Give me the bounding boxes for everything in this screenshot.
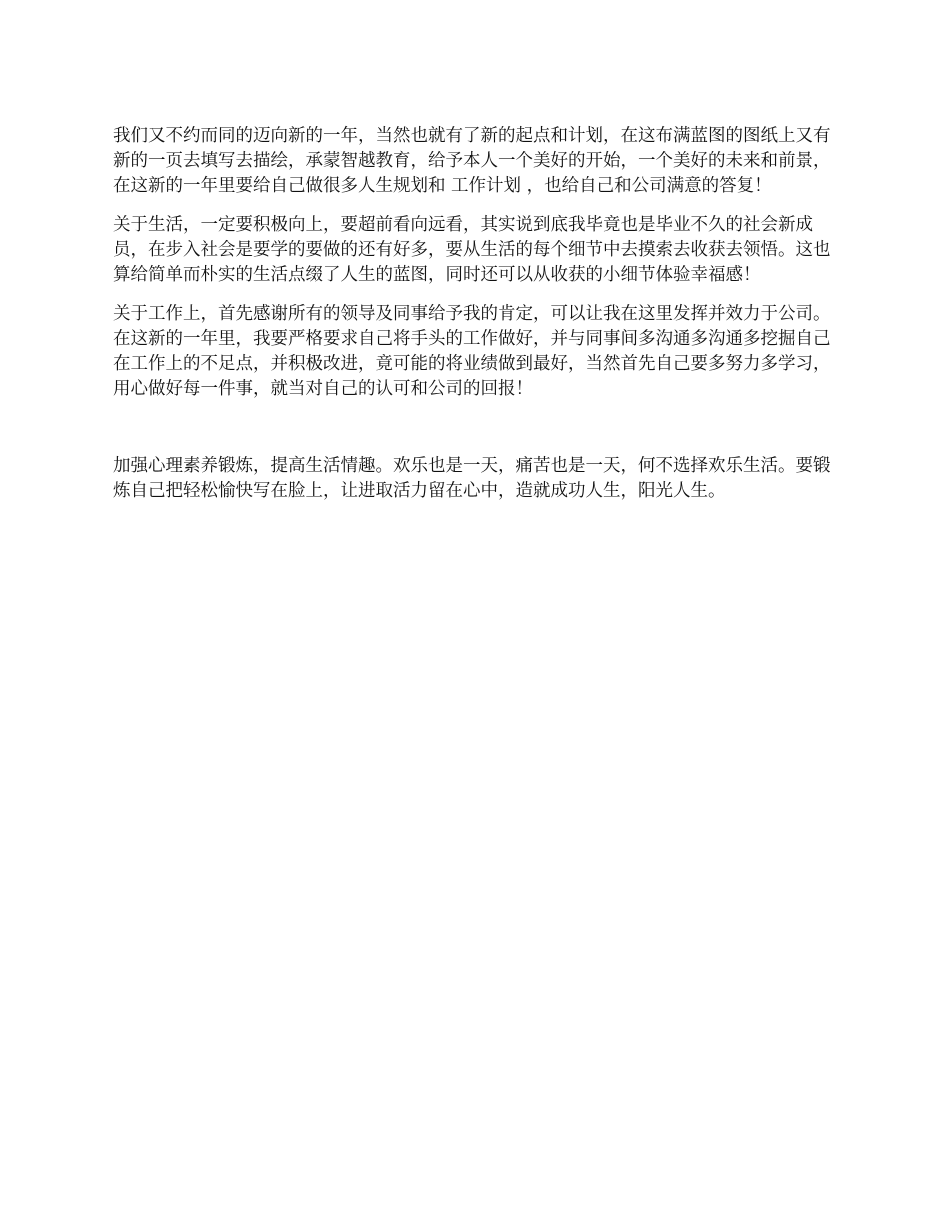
paragraph-new-year: 我们又不约而同的迈向新的一年，当然也就有了新的起点和计划，在这布满蓝图的图纸上又有新的一页去填写去描绘，承蒙智越教育，给予本人一个美好的开始，一个美好的未来和前景，在这新的一年里要给自己做很多人生规划和 工作计划 ，也给自己和公司满意的答复！: [113, 126, 831, 196]
document-body: [113, 124, 843, 504]
paragraph-mindset: 加强心理素养锻炼，提高生活情趣。欢乐也是一天，痛苦也是一天，何不选择欢乐生活。要锻炼自己把轻松愉快写在脸上，让进取活力留在心中，造就成功人生，阳光人生。: [113, 456, 831, 501]
paragraph-gap: [113, 402, 843, 454]
paragraph-life: 关于生活，一定要积极向上，要超前看向远看，其实说到底我毕竟也是毕业不久的社会新成员，在步入社会是要学的要做的还有好多，要从生活的每个细节中去摸索去收获去领悟。这也算给简单而朴实的生活点缀了人生的蓝图，同时还可以从收获的小细节体验幸福感！: [113, 215, 831, 285]
paragraph-work: 关于工作上，首先感谢所有的领导及同事给予我的肯定，可以让我在这里发挥并效力于公司。在这新的一年里，我要严格要求自己将手头的工作做好，并与同事间多沟通多沟通多挖掘自己在工作上的不足点，并积极改进，竟可能的将业绩做到最好，当然首先自己要多努力多学习，用心做好每一件事，就当对自己的认可和公司的回报！: [113, 304, 831, 399]
